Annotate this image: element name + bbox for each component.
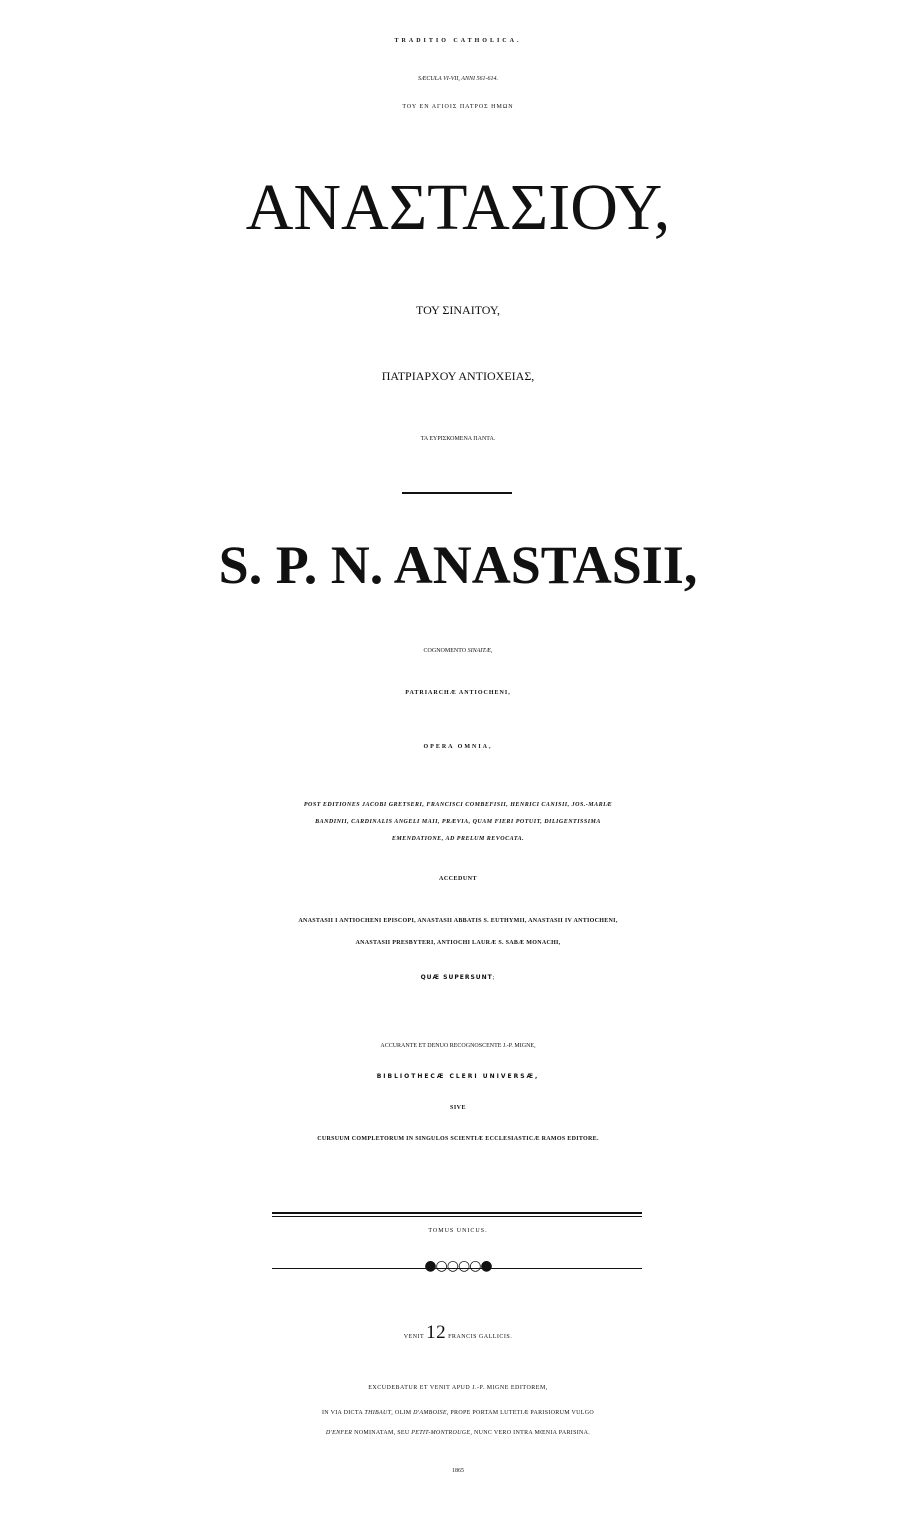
quae-supersunt xyxy=(0,975,916,981)
price-line xyxy=(0,1323,916,1342)
latin-works: OPERA OMNIA, xyxy=(423,744,493,750)
ornament-icon: ●○○○○● xyxy=(424,1258,492,1274)
latin-cognomento xyxy=(0,648,916,654)
latin-title: PATRIARCHÆ ANTIOCHENI, xyxy=(405,690,511,696)
greek-works: ΤΑ ΕΥΡΙΣΚΟΜΕΝΑ ΠΑΝΤΑ. xyxy=(420,436,496,442)
cursuum-line: CURSUUM COMPLETORUM IN SINGULOS SCIENTIÆ ECCLESIASTICÆ RAMOS EDITORE. xyxy=(317,1136,599,1142)
imprint-text: , NUNC VERO INTRA MŒNIA PARISINA. xyxy=(470,1430,591,1436)
imprint-text: , OLIM xyxy=(391,1410,414,1416)
price-prefix: VENIT xyxy=(403,1334,427,1340)
imprint-address-line xyxy=(0,1430,916,1436)
imprint-address-line xyxy=(0,1410,916,1416)
greek-author-name: ΑΝΑΣΤΑΣΙΟΥ, xyxy=(245,171,671,244)
cognomento-name: SINAITÆ, xyxy=(467,648,493,654)
imprint-text: , PROPE PORTAM LUTETIÆ PARISIORUM VULGO xyxy=(446,1410,595,1416)
street-name: THIBAUT xyxy=(364,1410,392,1416)
bibliothecae-line: BIBLIOTHECÆ CLERI UNIVERSÆ, xyxy=(376,1073,540,1080)
editions-line: POST EDITIONES JACOBI GRETSERI, FRANCISCI COMBEFISII, HENRICI CANISII, JOS.-MARIÆ xyxy=(303,802,613,808)
greek-epithet: ΤΟΥ ΣΙΝΑΙΤΟΥ, xyxy=(415,303,501,317)
series-subtitle: SÆCULA VI-VII, ANNI 561-614. xyxy=(418,76,498,82)
place-name: D'ENFER xyxy=(325,1430,353,1436)
editions-line: EMENDATIONE, AD PRELUM REVOCATA. xyxy=(391,836,525,842)
cognomento-prefix: COGNOMENTO xyxy=(423,648,468,654)
double-rule-top xyxy=(272,1212,642,1214)
greek-intro: ΤΟΥ ΕΝ ΑΓΙΟΙΣ ΠΑΤΡΟΣ ΗΜΩΝ xyxy=(402,104,514,110)
series-title: TRADITIO CATHOLICA. xyxy=(394,38,522,44)
street-name: D'AMBOISE xyxy=(413,1410,447,1416)
accedunt-label: ACCEDUNT xyxy=(438,876,477,882)
price-suffix: FRANCIS GALLICIS. xyxy=(446,1334,513,1340)
greek-title: ΠΑΤΡΙΑΡΧΟΥ ΑΝΤΙΟΧΕΙΑΣ, xyxy=(381,369,535,383)
imprint-text: IN VIA DICTA xyxy=(321,1410,365,1416)
quae-punct: ; xyxy=(492,975,496,981)
publication-year: 1865 xyxy=(452,1468,464,1474)
double-rule-top-thin xyxy=(272,1216,642,1217)
imprint-line: EXCUDEBATUR ET VENIT APUD J.-P. MIGNE EDITOREM, xyxy=(368,1385,548,1391)
additional-authors-line: ANASTASII PRESBYTERI, ANTIOCHI LAURÆ S. SABÆ MONACHI, xyxy=(355,940,561,946)
divider-rule xyxy=(402,492,512,494)
place-name: PETIT-MONTROUGE xyxy=(411,1430,471,1436)
editions-line: BANDINII, CARDINALIS ANGELI MAII, PRÆVIA, QUAM FIERI POTUIT, DILIGENTISSIMA xyxy=(315,819,601,825)
latin-author-name: S. P. N. ANASTASII, xyxy=(218,535,698,595)
volume-label: TOMUS UNICUS. xyxy=(428,1228,488,1234)
editor-line: ACCURANTE ET DENUO RECOGNOSCENTE J.-P. MIGNE, xyxy=(380,1043,536,1049)
price-number: 12 xyxy=(426,1322,447,1343)
sive-label: SIVE xyxy=(449,1105,466,1111)
quae-text: QUÆ SUPERSUNT xyxy=(420,974,493,981)
additional-authors-line: ANASTASII I ANTIOCHENI EPISCOPI, ANASTASII ABBATIS S. EUTHYMII, ANASTASII IV ANTIOCHENI, xyxy=(298,918,618,924)
imprint-text: NOMINATAM, SEU xyxy=(352,1430,412,1436)
